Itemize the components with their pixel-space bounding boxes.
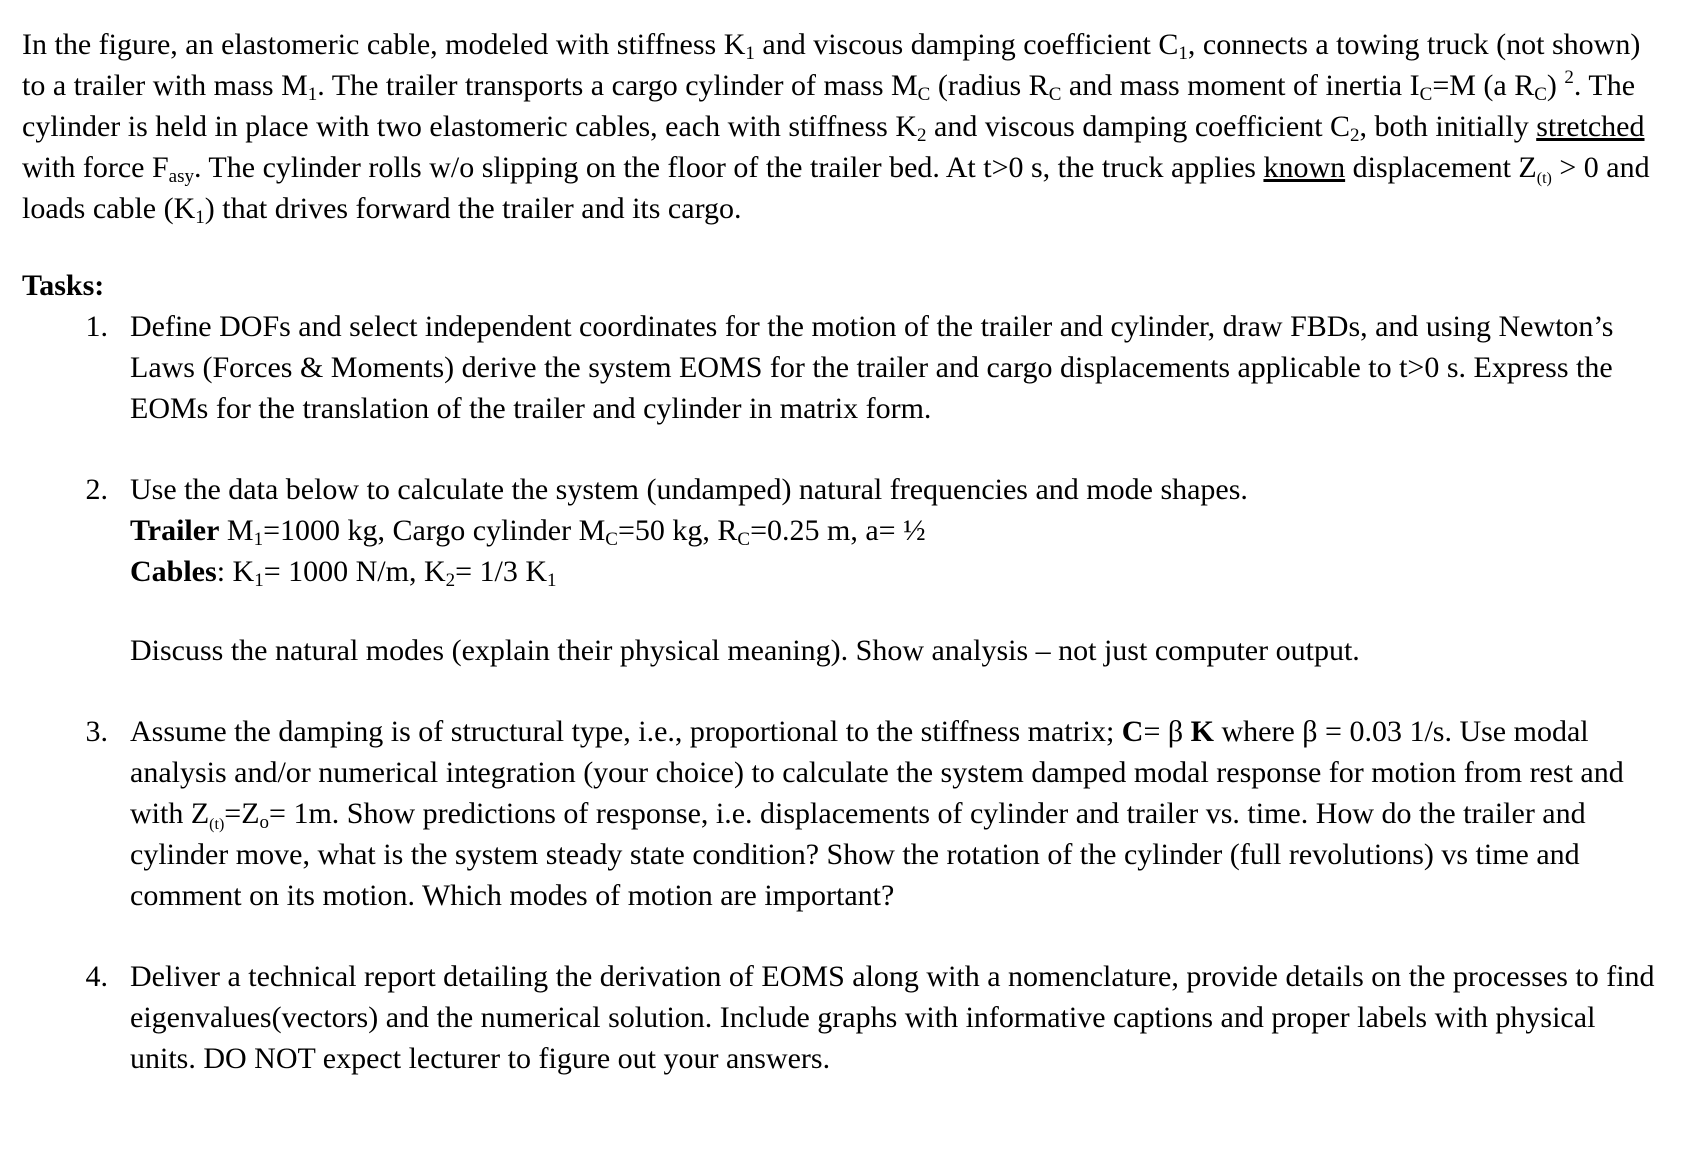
discuss-text: Discuss the natural modes (explain their physical meaning). Show analysis – not just computer output. bbox=[130, 634, 1360, 667]
subscript: 1 bbox=[307, 84, 318, 105]
task-text-part: = β bbox=[1143, 715, 1191, 748]
intro-text: displacement Z bbox=[1345, 151, 1537, 184]
intro-text: and viscous damping coefficient C bbox=[754, 28, 1179, 61]
intro-text: =M (a R bbox=[1432, 69, 1535, 102]
subscript: 2 bbox=[1350, 125, 1360, 146]
task-number: 1. bbox=[85, 310, 108, 343]
data-text: = 1/3 K bbox=[455, 555, 548, 588]
intro-text: . The trailer transports a cargo cylinder of mass M bbox=[317, 69, 918, 102]
intro-text: . The cylinder is held in place with two elastomeric cables, each with stiffness K bbox=[22, 69, 1636, 143]
subscript: 1 bbox=[254, 570, 264, 591]
intro-text: and viscous damping coefficient C bbox=[926, 110, 1351, 143]
subscript: o bbox=[259, 812, 270, 833]
subscript: C bbox=[605, 529, 618, 550]
subscript: (t) bbox=[1536, 170, 1552, 187]
trailer-data-line bbox=[130, 510, 1662, 551]
intro-text: , connects a towing truck (not shown) to a trailer with mass M bbox=[22, 28, 1641, 102]
bold-label: Trailer bbox=[130, 514, 220, 547]
subscript: C bbox=[917, 84, 931, 105]
data-text: = 1000 N/m, K bbox=[263, 555, 446, 588]
task-number: 3. bbox=[85, 715, 108, 748]
intro-text: with force F bbox=[22, 151, 169, 184]
subscript: (t) bbox=[209, 816, 225, 833]
subscript: 1 bbox=[745, 43, 755, 64]
task-text-part: Assume the damping is of structural type, i.e., proportional to the stiffness matrix; bbox=[130, 715, 1122, 748]
subscript: 2 bbox=[445, 570, 456, 591]
task-text-part: =Z bbox=[224, 797, 260, 830]
data-text: : K bbox=[216, 555, 255, 588]
task-text bbox=[130, 711, 1662, 916]
subscript: C bbox=[1419, 84, 1433, 105]
intro-text: ) that drives forward the trailer and its cargo. bbox=[204, 192, 742, 225]
subscript: 1 bbox=[195, 207, 205, 228]
task-number: 2. bbox=[85, 473, 108, 506]
subscript: C bbox=[1534, 84, 1547, 105]
task-text-part: = 1m. Show predictions of response, i.e. displacements of cylinder and trailer vs. time. How do the trailer and cylinder move, what is the system steady state condition? Show the rotation of the cylinder (full revolutions) vs time and comment on its motion. Which modes of motion are important? bbox=[130, 797, 1586, 912]
intro-text: > 0 and loads cable (K bbox=[22, 151, 1650, 225]
bold-label: Cables bbox=[130, 555, 217, 588]
data-text: =1000 kg, Cargo cylinder M bbox=[263, 514, 606, 547]
subscript: 1 bbox=[547, 570, 557, 591]
subscript: C bbox=[1048, 84, 1062, 105]
subscript: 2 bbox=[917, 125, 927, 146]
intro-text: In the figure, an elastomeric cable, modeled with stiffness K bbox=[22, 28, 746, 61]
task-body bbox=[130, 469, 1662, 671]
tasks-heading: Tasks: bbox=[22, 269, 105, 302]
task-item bbox=[22, 306, 1662, 429]
underlined-word: stretched bbox=[1536, 110, 1645, 143]
intro-text: ) bbox=[1546, 69, 1565, 102]
bold-symbol: K bbox=[1190, 715, 1214, 748]
task-item bbox=[22, 956, 1662, 1079]
data-text: =0.25 m, a= ½ bbox=[750, 514, 926, 547]
superscript: 2 bbox=[1564, 67, 1574, 88]
subscript: 1 bbox=[253, 529, 264, 550]
subscript: C bbox=[737, 529, 751, 550]
data-text: =50 kg, R bbox=[617, 514, 738, 547]
task-text: Deliver a technical report detailing the derivation of EOMS along with a nomenclature, provide details on the processes to find eigenvalues(vectors) and the numerical solution. Include graphs with informative captions and proper labels with physical units. DO NOT expect lecturer to figure out your answers. bbox=[130, 960, 1655, 1075]
task-text: Define DOFs and select independent coordinates for the motion of the trailer and cylinder, draw FBDs, and using Newton’s Laws (Forces & Moments) derive the system EOMS for the trailer and cargo displacements applicable to t>0 s. Express the EOMs for the translation of the trailer and cylinder in matrix form. bbox=[130, 310, 1614, 425]
task-number: 4. bbox=[85, 960, 108, 993]
task-text-part: where β = 0.03 1/s. Use modal analysis and/or numerical integration (your choice) to calculate the system damped modal response for motion from rest and with Z bbox=[130, 715, 1624, 830]
subscript: 1 bbox=[1178, 43, 1188, 64]
underlined-word: known bbox=[1263, 151, 1346, 184]
task-text: Use the data below to calculate the system (undamped) natural frequencies and mode shapes. bbox=[130, 473, 1248, 506]
cables-data-line bbox=[130, 551, 1662, 592]
task-list bbox=[22, 306, 1660, 1079]
subscript: asy bbox=[168, 166, 194, 187]
intro-paragraph bbox=[22, 24, 1662, 229]
bold-symbol: C bbox=[1121, 715, 1144, 748]
intro-text: and mass moment of inertia I bbox=[1061, 69, 1420, 102]
task-item bbox=[22, 469, 1662, 671]
intro-text: , both initially bbox=[1359, 110, 1537, 143]
data-text: M bbox=[219, 514, 254, 547]
task-item bbox=[22, 711, 1662, 916]
intro-text: (radius R bbox=[930, 69, 1049, 102]
intro-text: . The cylinder rolls w/o slipping on the floor of the trailer bed. At t>0 s, the truck applies bbox=[193, 151, 1264, 184]
